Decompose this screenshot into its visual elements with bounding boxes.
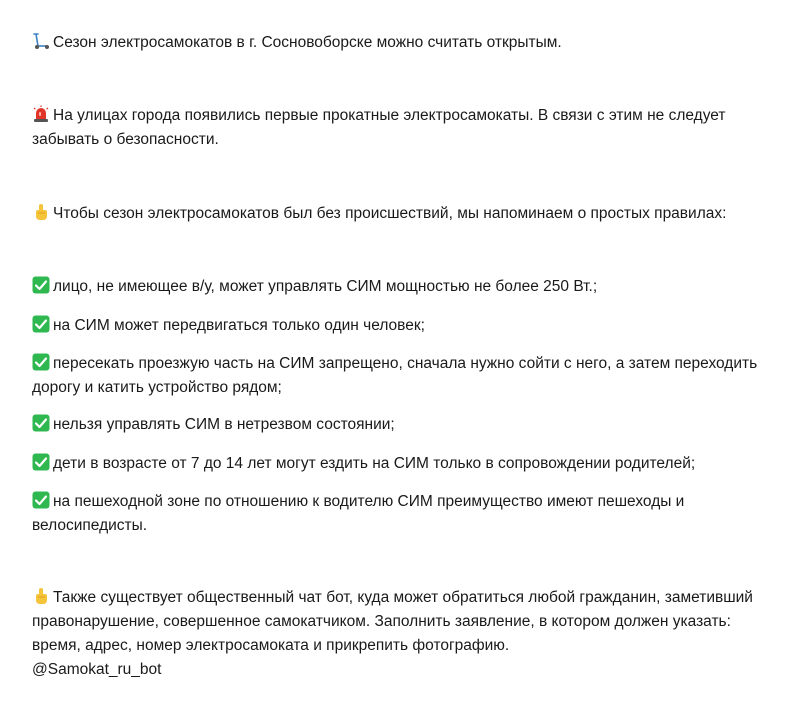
chatbot-text: Также существует общественный чат бот, куда может обратиться любой гражданин, заметивший правонарушение, совершенное самокатчиком. Заполнить заявление, в котором должен указать: время, адрес, номер электросамоката и прикрепить фотографию. bbox=[32, 589, 753, 654]
notice-paragraph bbox=[32, 104, 762, 152]
intro-text: Сезон электросамокатов в г. Сосновоборске можно считать открытым. bbox=[53, 34, 562, 51]
rule-item bbox=[32, 490, 762, 538]
rule-text: пересекать проезжую часть на СИМ запрещено, сначала нужно сойти с него, а затем переходить дорогу и катить устройство рядом; bbox=[32, 355, 758, 396]
rule-text: лицо, не имеющее в/у, может управлять СИМ мощностью не более 250 Вт.; bbox=[53, 278, 598, 295]
check-mark-button-icon bbox=[32, 276, 50, 294]
rule-text: нельзя управлять СИМ в нетрезвом состоянии; bbox=[53, 416, 395, 433]
rule-item bbox=[32, 452, 762, 476]
chatbot-handle-link[interactable]: @Samokat_ru_bot bbox=[32, 661, 162, 678]
check-mark-button-icon bbox=[32, 353, 50, 371]
check-mark-button-icon bbox=[32, 315, 50, 333]
check-mark-button-icon bbox=[32, 414, 50, 432]
rule-text: на СИМ может передвигаться только один человек; bbox=[53, 317, 425, 334]
rule-item bbox=[32, 314, 762, 338]
rules-intro-paragraph bbox=[32, 202, 762, 226]
rule-text: дети в возрасте от 7 до 14 лет могут ездить на СИМ только в сопровождении родителей; bbox=[53, 455, 696, 472]
notice-text: На улицах города появились первые прокатные электросамокаты. В связи с этим не следует забывать о безопасности. bbox=[32, 107, 726, 148]
rule-text: на пешеходной зоне по отношению к водителю СИМ преимущество имеют пешеходы и велосипедисты. bbox=[32, 493, 685, 534]
rule-item bbox=[32, 413, 762, 437]
rule-item bbox=[32, 352, 762, 400]
check-mark-button-icon bbox=[32, 453, 50, 471]
kick-scooter-icon bbox=[32, 32, 50, 50]
check-mark-button-icon bbox=[32, 491, 50, 509]
chatbot-paragraph bbox=[32, 586, 762, 682]
pointing-up-icon bbox=[32, 203, 50, 221]
rules-intro-text: Чтобы сезон электросамокатов был без происшествий, мы напоминаем о простых правилах: bbox=[53, 205, 727, 222]
rule-item bbox=[32, 275, 762, 299]
pointing-up-icon bbox=[32, 587, 50, 605]
police-light-icon bbox=[32, 105, 50, 123]
intro-paragraph bbox=[32, 31, 762, 55]
